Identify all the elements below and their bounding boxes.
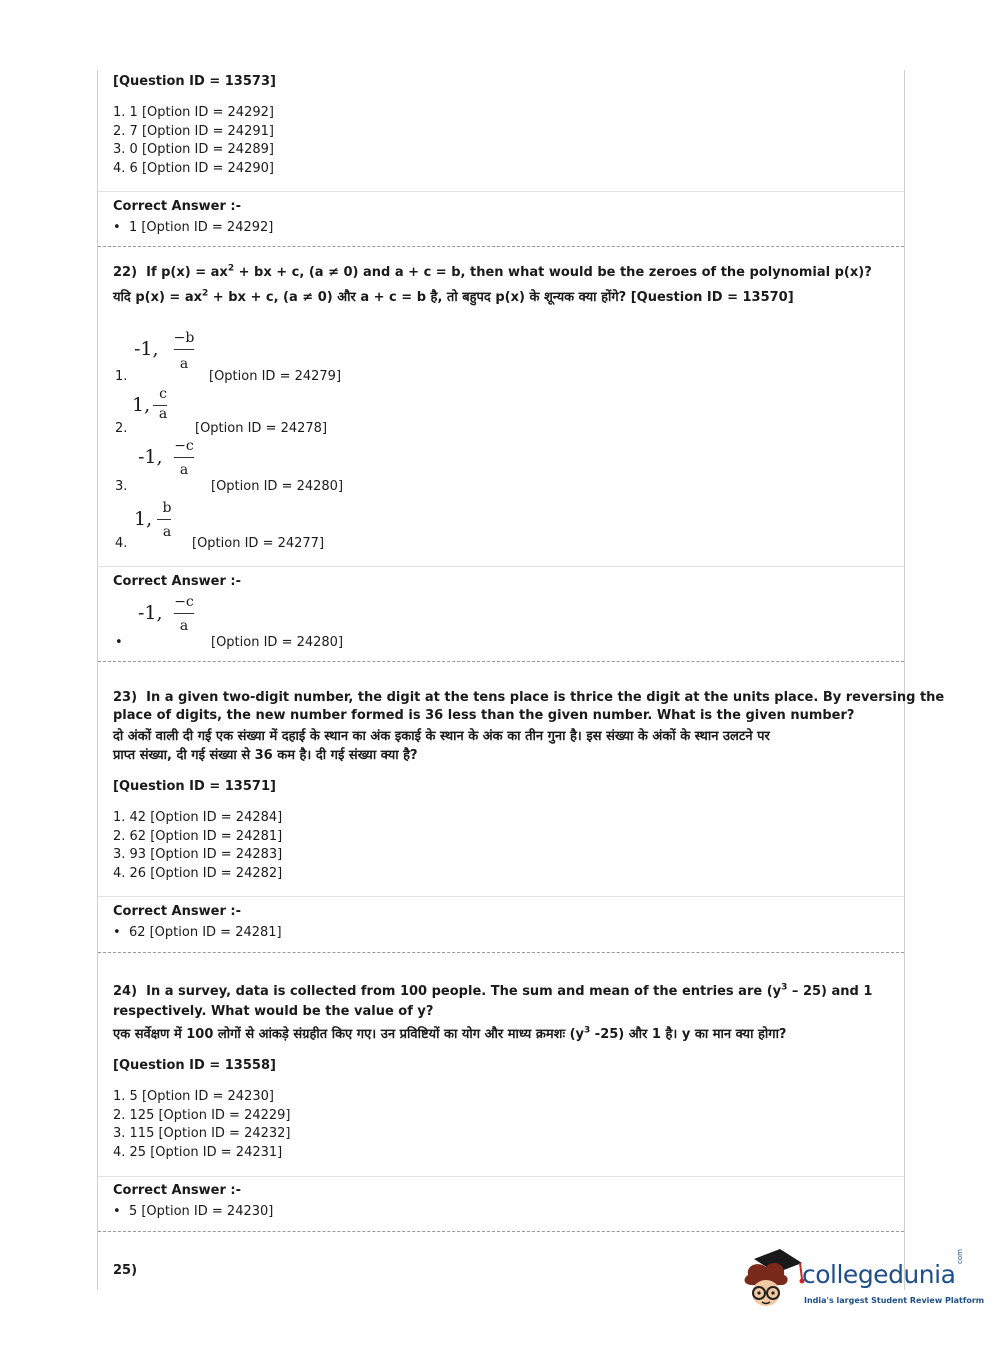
divider — [98, 566, 904, 567]
q22-text-hi: यदि $p(x) = ax^2$ + bx + c, (a ≠ 0) और a + c = b है, तो बहुपद p(x) के शून्यक क्या होंगे? [Question ID = 13570] — [113, 288, 794, 305]
option-item: 1. 5 [Option ID = 24230] — [113, 1089, 274, 1104]
bullet: • — [113, 1204, 121, 1219]
option-item: 3. 93 [Option ID = 24283] — [113, 847, 283, 863]
option-number: 1. — [115, 369, 128, 384]
fraction-option-2: 1, c a — [132, 386, 168, 422]
option-item: 4. 6 [Option ID = 24290] — [113, 160, 274, 176]
question-number: 22) — [113, 265, 138, 280]
correct-answer-label: Correct Answer :- — [113, 574, 241, 589]
option-item: 3. 0 [Option ID = 24289] — [113, 142, 274, 158]
fraction-option-3: -1, −c a — [138, 438, 194, 478]
divider — [98, 191, 904, 192]
correct-answer-label: Correct Answer :- — [113, 1183, 241, 1198]
option-item: 1. 42 [Option ID = 24284] — [113, 810, 283, 825]
option-id: [Option ID = 24278] — [195, 421, 328, 436]
correct-answer: • 5 [Option ID = 24230] — [113, 1204, 274, 1219]
q23-options — [113, 809, 282, 883]
option-item: 2. 7 [Option ID = 24291] — [113, 123, 274, 139]
option-item: 2. 125 [Option ID = 24229] — [113, 1107, 291, 1123]
correct-answer: • 62 [Option ID = 24281] — [113, 925, 282, 940]
divider — [98, 1176, 904, 1177]
logo-wordmark: collegedunia — [802, 1260, 956, 1289]
question-number: 23) — [113, 690, 138, 705]
question-number: 25) — [113, 1263, 138, 1278]
option-item: 3. 115 [Option ID = 24232] — [113, 1126, 291, 1142]
divider — [98, 896, 904, 897]
q23-question-id: [Question ID = 13571] — [113, 779, 276, 794]
logo-tm: com — [956, 1249, 964, 1264]
collegedunia-logo[interactable] — [740, 1245, 985, 1315]
q21-options — [113, 104, 274, 178]
mascot-icon — [740, 1245, 806, 1315]
bullet: • — [113, 220, 121, 235]
fraction-option-1: -1, −b a — [134, 330, 195, 372]
q24-text-en-2: respectively. What would be the value of y? — [113, 1004, 434, 1019]
fraction-option-4: 1, b a — [134, 500, 172, 540]
option-number: 3. — [115, 479, 128, 494]
question-separator — [98, 246, 904, 247]
option-id: [Option ID = 24277] — [192, 536, 325, 551]
question-paper-page — [97, 70, 945, 1290]
option-number: 2. — [115, 421, 128, 436]
correct-answer-id: [Option ID = 24280] — [211, 635, 344, 650]
q23-text-en-1: 23) In a given two-digit number, the digit at the tens place is thrice the digit at the units place. By reversing the — [113, 690, 945, 705]
q24-options — [113, 1088, 291, 1162]
q24-text-en-1: 24) In a survey, data is collected from 100 people. The sum and mean of the entries are $(y^3 - 25)$ and 1 — [113, 982, 873, 999]
bullet: • — [113, 925, 121, 940]
q21-question-id: [Question ID = 13573] — [113, 74, 276, 89]
correct-answer-label: Correct Answer :- — [113, 904, 241, 919]
bullet: • — [115, 635, 123, 650]
q22-text-en: 22) If $p(x) = ax^2$ + bx + c, (a ≠ 0) and a + c = b, then what would be the zeroes of the polynomial p(x)? — [113, 263, 872, 280]
option-number: 4. — [115, 536, 128, 551]
fraction-correct-answer: -1, −c a — [138, 594, 194, 634]
option-item: 1. 1 [Option ID = 24292] — [113, 105, 274, 120]
option-id: [Option ID = 24280] — [211, 479, 344, 494]
option-item: 4. 25 [Option ID = 24231] — [113, 1144, 283, 1160]
q23-text-en-2: place of digits, the new number formed is 36 less than the given number. What is the given number? — [113, 708, 855, 723]
q24-text-hi: एक सर्वेक्षण में 100 लोगों से आंकड़े संग्रहीत किए गए। उन प्रविष्टियों का योग और माध्य क्रमशः ($y^3$ -25) और 1 है। y का मान क्या होगा? — [113, 1025, 787, 1042]
option-item: 4. 26 [Option ID = 24282] — [113, 865, 283, 881]
option-item: 2. 62 [Option ID = 24281] — [113, 828, 283, 844]
q23-text-hi-1: दो अंकों वाली दी गई एक संख्या में दहाई के स्थान का अंक इकाई के स्थान के अंक का तीन गुना है। इस संख्या के अंकों के स्थान उलटने पर — [113, 729, 770, 744]
correct-answer-label: Correct Answer :- — [113, 199, 241, 214]
q23-text-hi-2: प्राप्त संख्या, दी गई संख्या से 36 कम है। दी गई संख्या क्या है? — [113, 748, 418, 763]
question-separator — [98, 661, 904, 662]
option-id: [Option ID = 24279] — [209, 369, 342, 384]
correct-answer: • 1 [Option ID = 24292] — [113, 220, 274, 235]
question-number: 24) — [113, 984, 138, 999]
question-separator — [98, 1231, 904, 1232]
logo-tagline: India's largest Student Review Platform — [804, 1296, 985, 1305]
question-separator — [98, 952, 904, 953]
q24-question-id: [Question ID = 13558] — [113, 1058, 276, 1073]
